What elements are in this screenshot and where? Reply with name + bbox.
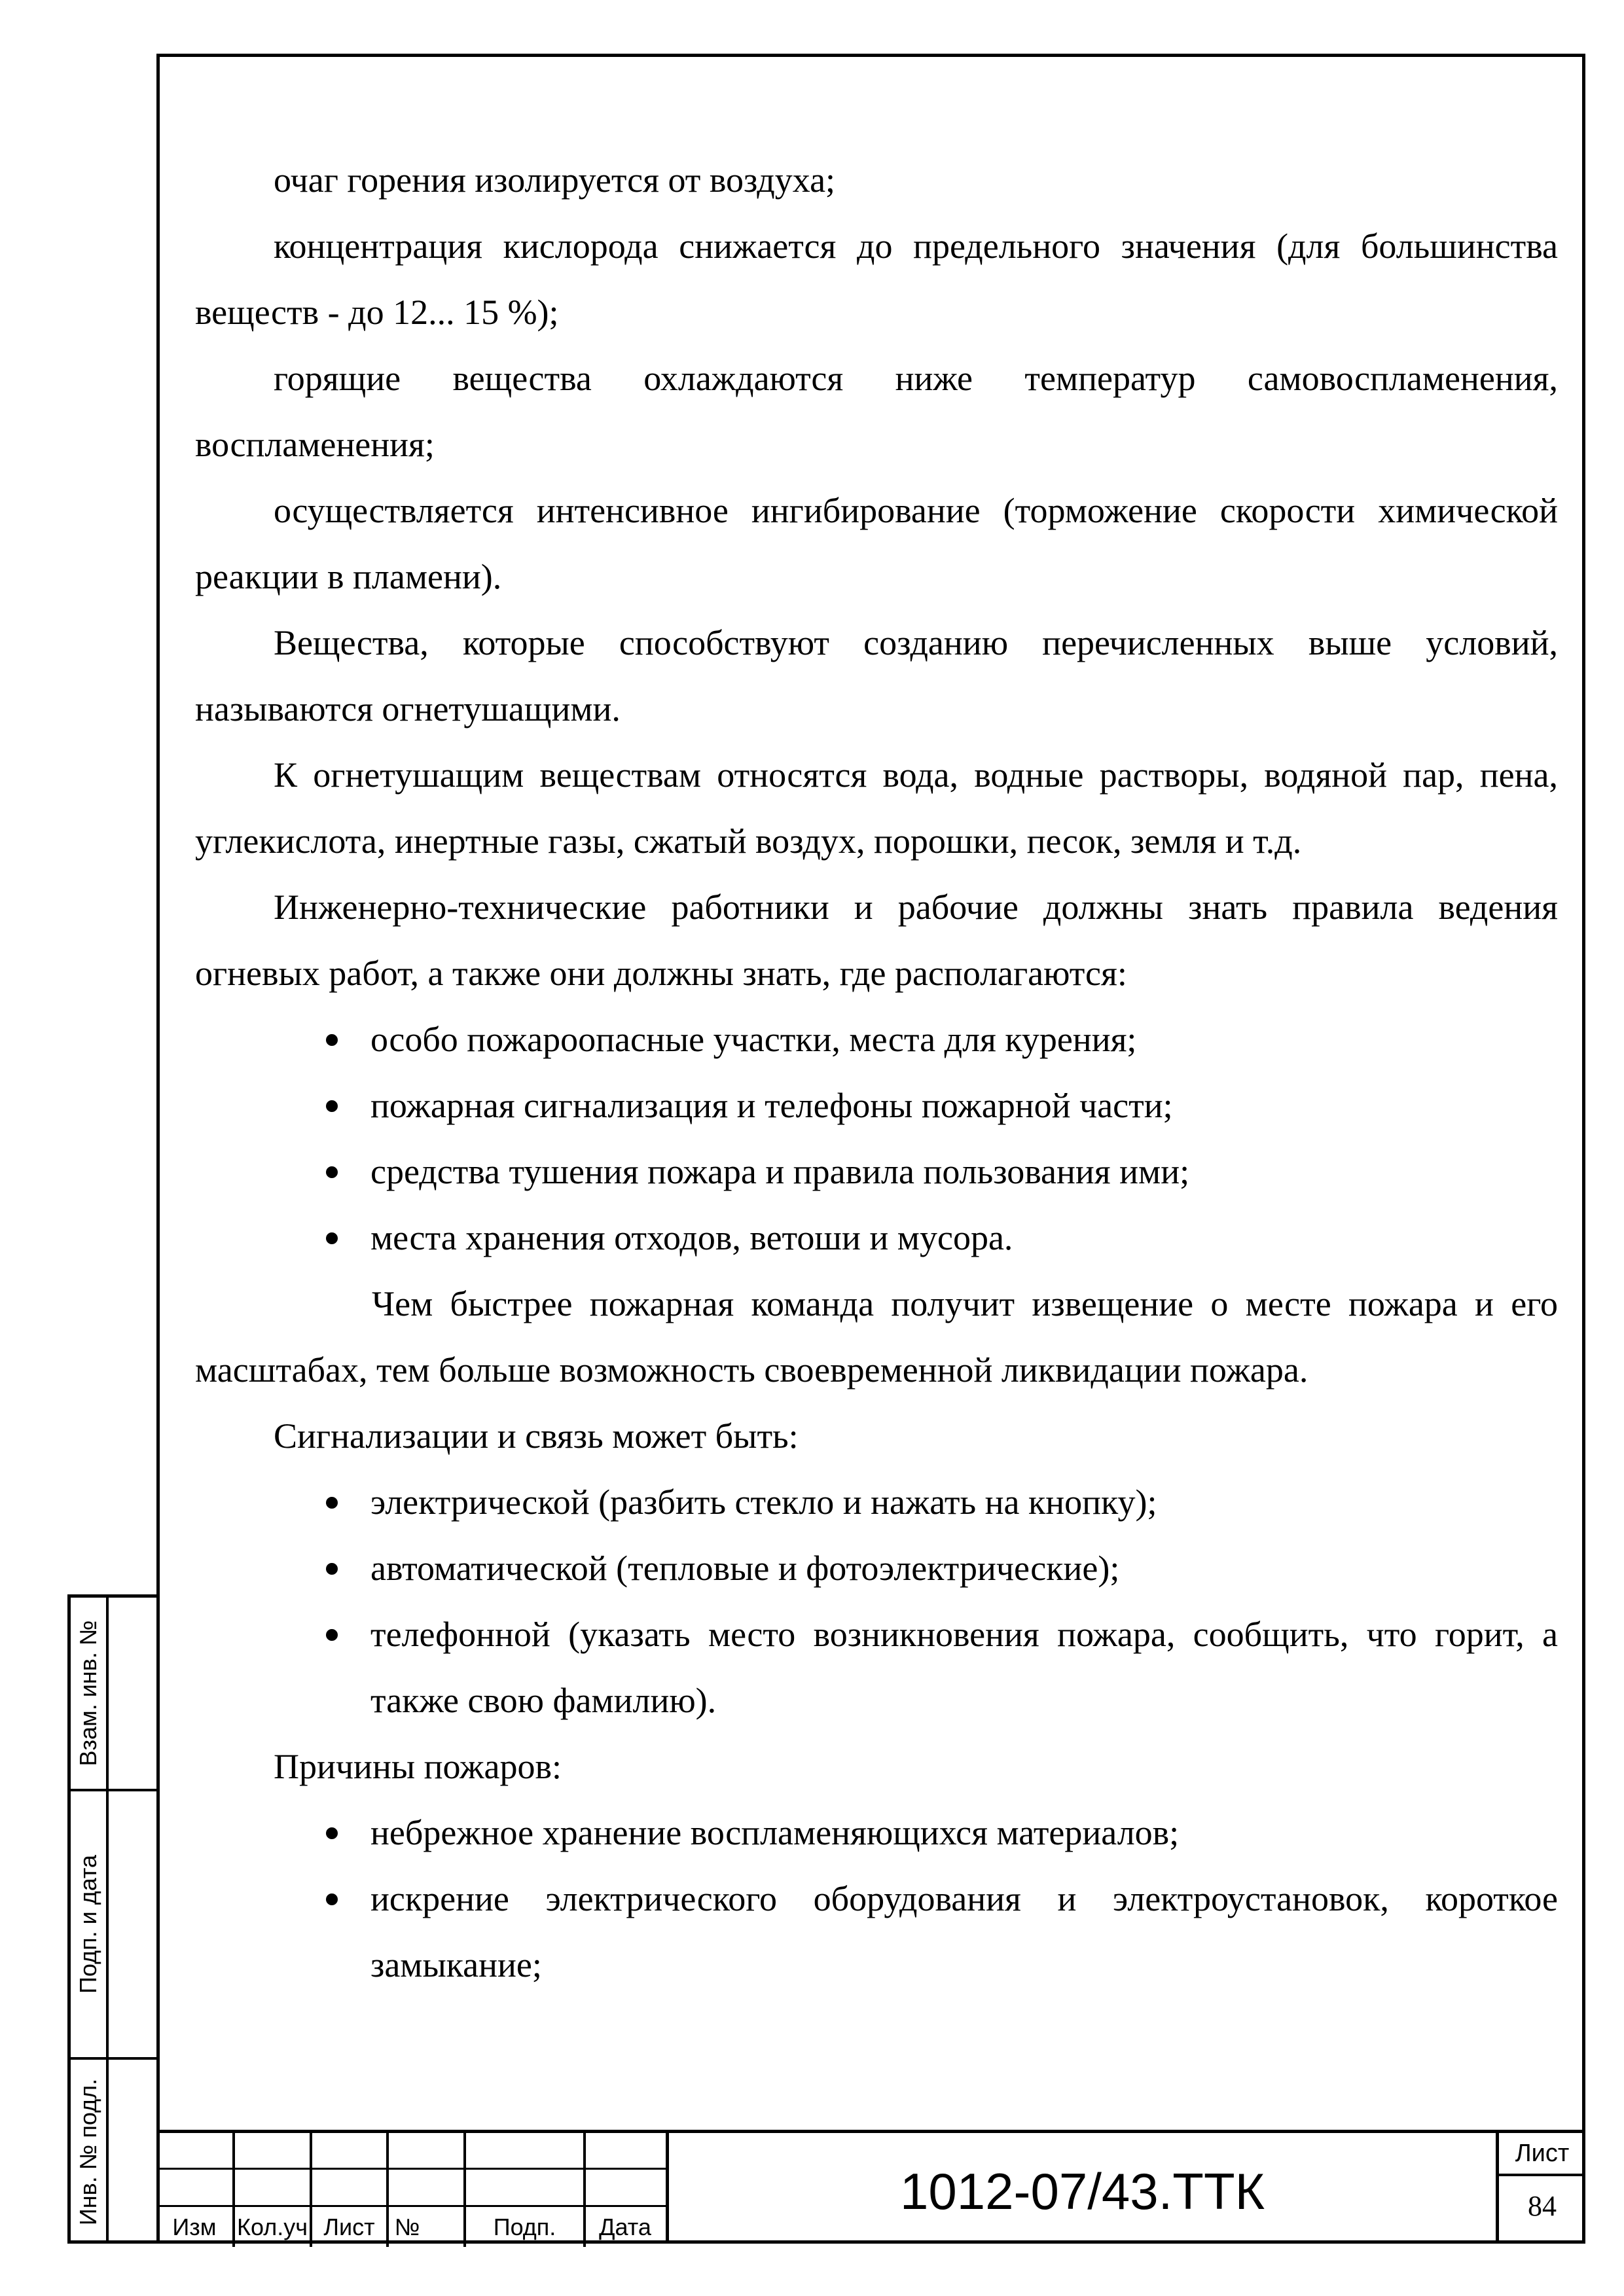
side-label-vzam: Взам. инв. №	[75, 1620, 101, 1767]
header-izm: Изм	[172, 2214, 217, 2240]
header-data: Дата	[599, 2214, 651, 2240]
paragraph: Причины пожаров:	[274, 1747, 562, 1786]
side-cell-inv	[71, 2060, 156, 2244]
header-podp: Подп.	[493, 2214, 556, 2240]
header-number: №	[394, 2214, 420, 2240]
document-body	[195, 147, 1558, 1998]
paragraph: Сигнализации и связь может быть:	[274, 1416, 799, 1456]
paragraph: Чем быстрее пожарная команда получит извещение о месте пожара и его масштабах, тем больше возможность своевременной ликвидации пожара.	[195, 1284, 1558, 1390]
list-item: особо пожароопасные участки, места для курения;	[195, 1007, 1558, 1073]
list-item: места хранения отходов, ветоши и мусора.	[195, 1205, 1558, 1271]
paragraph: Вещества, которые способствуют созданию перечисленных выше условий, называются огнетушащими.	[195, 623, 1558, 728]
header-kol-uch: Кол.уч	[237, 2214, 308, 2240]
side-cell-podp	[71, 1791, 156, 2060]
list-item: искрение электрического оборудования и электроустановок, короткое замыкание;	[195, 1866, 1558, 1998]
sheet-label: Лист	[1499, 2133, 1585, 2176]
document-code: 1012-07/43.ТТК	[666, 2130, 1496, 2244]
side-label-inv: Инв. № подл.	[75, 2078, 101, 2225]
side-label-podp: Подп. и дата	[75, 1854, 101, 1994]
revision-grid	[156, 2130, 666, 2244]
paragraph: Инженерно-технические работники и рабочие должны знать правила ведения огневых работ, а также они должны знать, где располагаются:	[195, 888, 1558, 993]
sheet-box	[1496, 2130, 1585, 2244]
paragraph: осуществляется интенсивное ингибирование (торможение скорости химической реакции в пламени).	[195, 491, 1558, 596]
list-item: средства тушения пожара и правила пользования ими;	[195, 1139, 1558, 1205]
paragraph: горящие вещества охлаждаются ниже температур самовоспламенения, воспламенения;	[195, 359, 1558, 464]
list-item: автоматической (тепловые и фотоэлектрические);	[195, 1535, 1558, 1602]
side-cell-vzam	[71, 1598, 156, 1791]
paragraph: концентрация кислорода снижается до предельного значения (для большинства веществ - до 12... 15 %);	[195, 226, 1558, 332]
list-item: пожарная сигнализация и телефоны пожарной части;	[195, 1073, 1558, 1139]
list-item: небрежное хранение воспламеняющихся материалов;	[195, 1800, 1558, 1866]
paragraph: К огнетушащим веществам относятся вода, водные растворы, водяной пар, пена, углекислота, инертные газы, сжатый воздух, порошки, песок, земля и т.д.	[195, 755, 1558, 861]
paragraph: очаг горения изолируется от воздуха;	[274, 160, 836, 200]
title-block	[156, 2130, 1585, 2244]
list-item: телефонной (указать место возникновения пожара, сообщить, что горит, а также свою фамилию).	[195, 1602, 1558, 1734]
list-item: электрической (разбить стекло и нажать на кнопку);	[195, 1469, 1558, 1535]
bullet-list-locations	[195, 1007, 1558, 1271]
sheet-number: 84	[1528, 2190, 1557, 2222]
bullet-list-causes	[195, 1800, 1558, 1998]
bullet-list-signalling	[195, 1469, 1558, 1734]
side-stamp	[67, 1594, 156, 2244]
header-list: Лист	[323, 2214, 375, 2240]
